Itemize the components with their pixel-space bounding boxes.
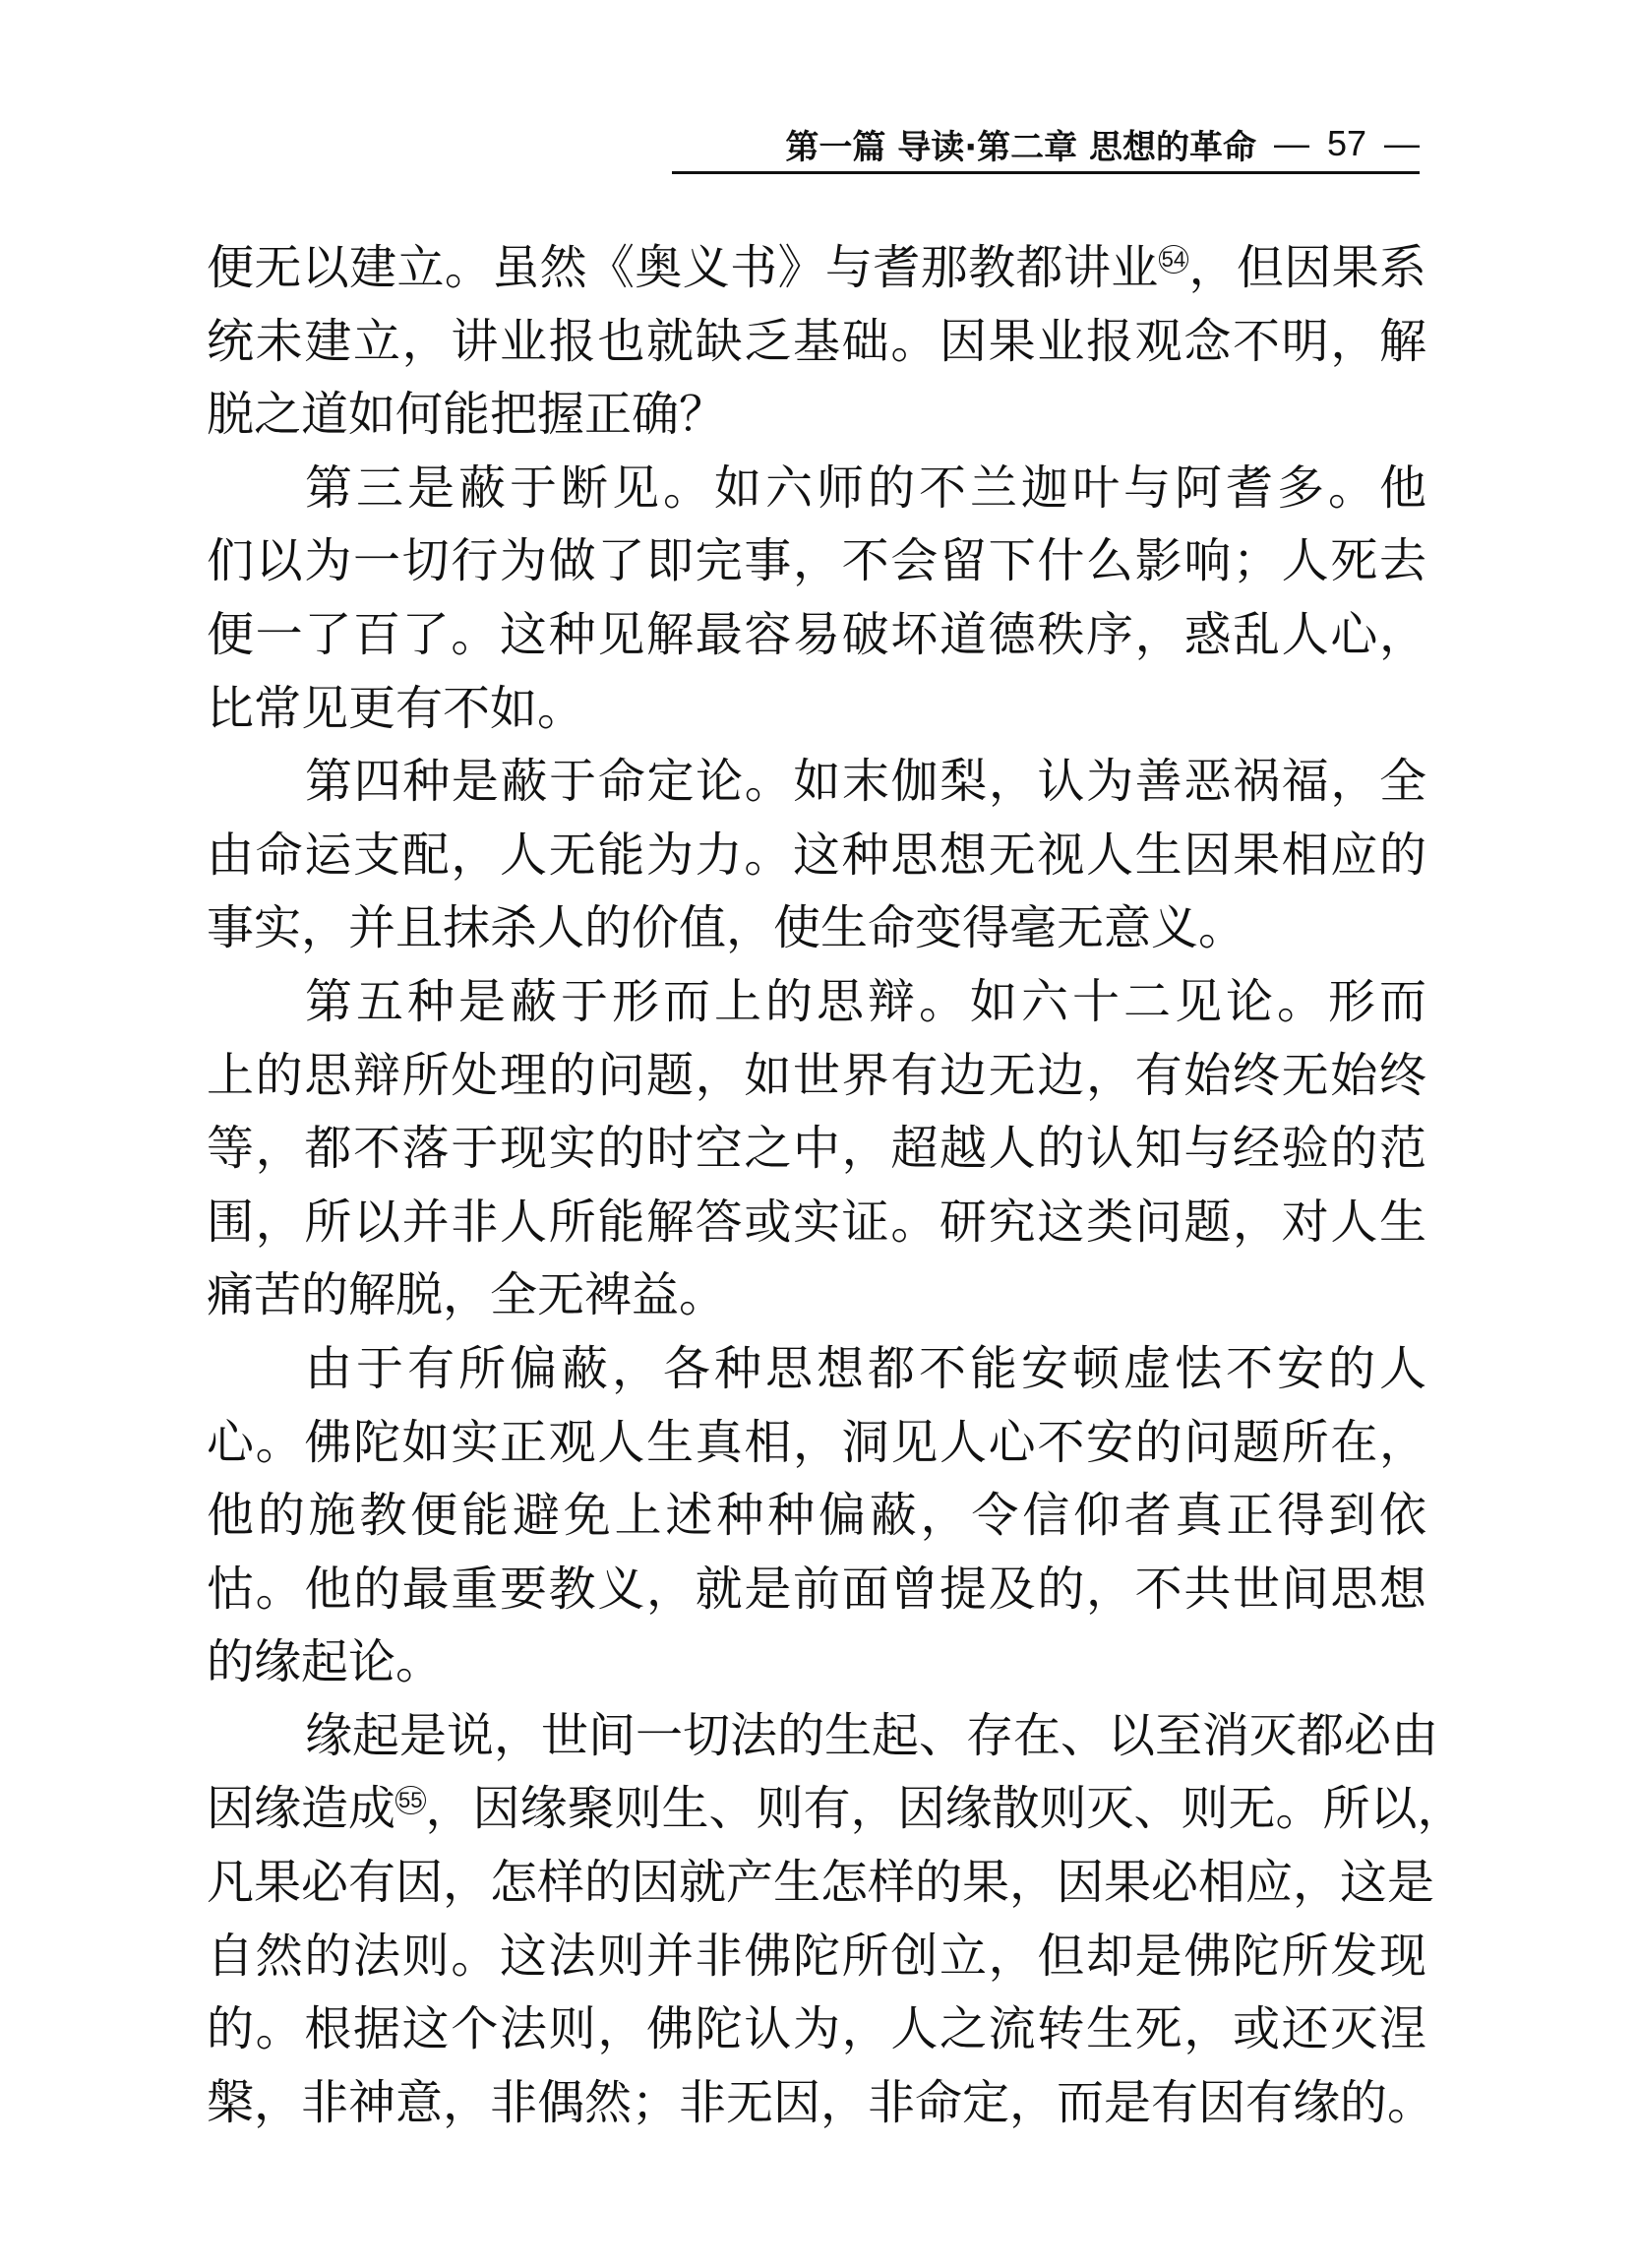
text-line [207, 1406, 1426, 1480]
line-text: 自然的法则。这法则并非佛陀所创立，但却是佛陀所发现 [207, 1928, 1426, 1984]
line-text: 由命运支配，人无能为力。这种思想无视人生因果相应的 [207, 827, 1426, 883]
line-text: 槃，非神意，非偶然；非无因，非命定，而是有因有缘的。 [207, 2074, 1435, 2130]
line-text: 等，都不落于现实的时空之中，超越人的认知与经验的范 [207, 1121, 1426, 1177]
text-line [207, 305, 1426, 379]
line-text: 便一了百了。这种见解最容易破坏道德秩序，惑乱人心， [207, 606, 1426, 662]
text-line [207, 1186, 1426, 1259]
text-line [207, 452, 1426, 525]
text-line [207, 1846, 1435, 1920]
page-number: 57 [1326, 123, 1366, 163]
header-dash-left: — [1273, 123, 1309, 163]
text-line [207, 891, 1426, 965]
text-line [207, 1479, 1426, 1553]
line-text: 怙。他的最重要教义，就是前面曾提及的，不共世间思想 [207, 1561, 1426, 1617]
running-header [672, 116, 1420, 174]
body-text [207, 231, 1465, 2139]
text-line [207, 1332, 1426, 1406]
line-text: 的缘起论。 [207, 1634, 444, 1690]
line-text: 第五种是蔽于形而上的思辩。如六十二见论。形而 [305, 973, 1426, 1029]
text-line [207, 819, 1426, 892]
line-text: 缘起是说，世间一切法的生起、存在、以至消灭都必由 [305, 1707, 1439, 1763]
text-line [207, 1699, 1439, 1773]
text-line [207, 524, 1426, 598]
footnote-marker: 54 [1159, 245, 1188, 274]
text-line [207, 598, 1426, 672]
text-line [207, 1039, 1426, 1113]
line-text: 上的思辩所处理的问题，如世界有边无边，有始终无始终 [207, 1047, 1426, 1103]
text-line [207, 231, 1426, 305]
text-line [207, 2066, 1435, 2140]
text-line [207, 1112, 1426, 1186]
line-text: 因缘造成 [207, 1781, 396, 1837]
footnote-marker: 55 [395, 1786, 425, 1814]
line-text: 脱之道如何能把握正确？ [207, 387, 727, 443]
line-text: 的。根据这个法则，佛陀认为，人之流转生死，或还灭涅 [207, 2001, 1426, 2057]
header-title: 第一篇 导读·第二章 思想的革命 [785, 127, 1256, 167]
text-line [207, 965, 1426, 1039]
line-text: 围，所以并非人所能解答或实证。研究这类问题，对人生 [207, 1194, 1426, 1250]
text-line [207, 1772, 1465, 1846]
line-text: 心。佛陀如实正观人生真相，洞见人心不安的问题所在， [207, 1414, 1426, 1470]
line-text: ，因缘聚则生、则有，因缘散则灭、则无。所以， [425, 1781, 1465, 1837]
text-line [207, 1553, 1426, 1626]
text-line [207, 1625, 1426, 1699]
line-text: 他的施教便能避免上述种种偏蔽，令信仰者真正得到依 [207, 1488, 1426, 1544]
line-text: 第四种是蔽于命定论。如末伽梨，认为善恶祸福，全 [305, 754, 1426, 810]
text-line [207, 672, 1426, 746]
line-text: 第三是蔽于断见。如六师的不兰迦叶与阿耆多。他 [305, 460, 1426, 516]
line-text: 事实，并且抹杀人的价值，使生命变得毫无意义。 [207, 900, 1246, 956]
text-line [207, 1920, 1426, 1993]
text-line [207, 1258, 1426, 1332]
text-line [207, 378, 1426, 452]
line-text: 凡果必有因，怎样的因就产生怎样的果，因果必相应，这是 [207, 1855, 1435, 1911]
text-line [207, 1992, 1426, 2066]
line-text: 由于有所偏蔽，各种思想都不能安顿虚怯不安的人 [305, 1340, 1426, 1396]
line-text: 痛苦的解脱，全无裨益。 [207, 1267, 727, 1323]
line-text: 便无以建立。虽然《奥义书》与耆那教都讲业 [207, 240, 1159, 295]
line-text: ，但因果系 [1188, 240, 1426, 295]
line-text: 比常见更有不如。 [207, 680, 585, 736]
line-text: 们以为一切行为做了即完事，不会留下什么影响；人死去 [207, 533, 1426, 589]
line-text: 统未建立，讲业报也就缺乏基础。因果业报观念不明，解 [207, 313, 1426, 369]
text-line [207, 745, 1426, 819]
header-dash-right: — [1384, 123, 1420, 163]
